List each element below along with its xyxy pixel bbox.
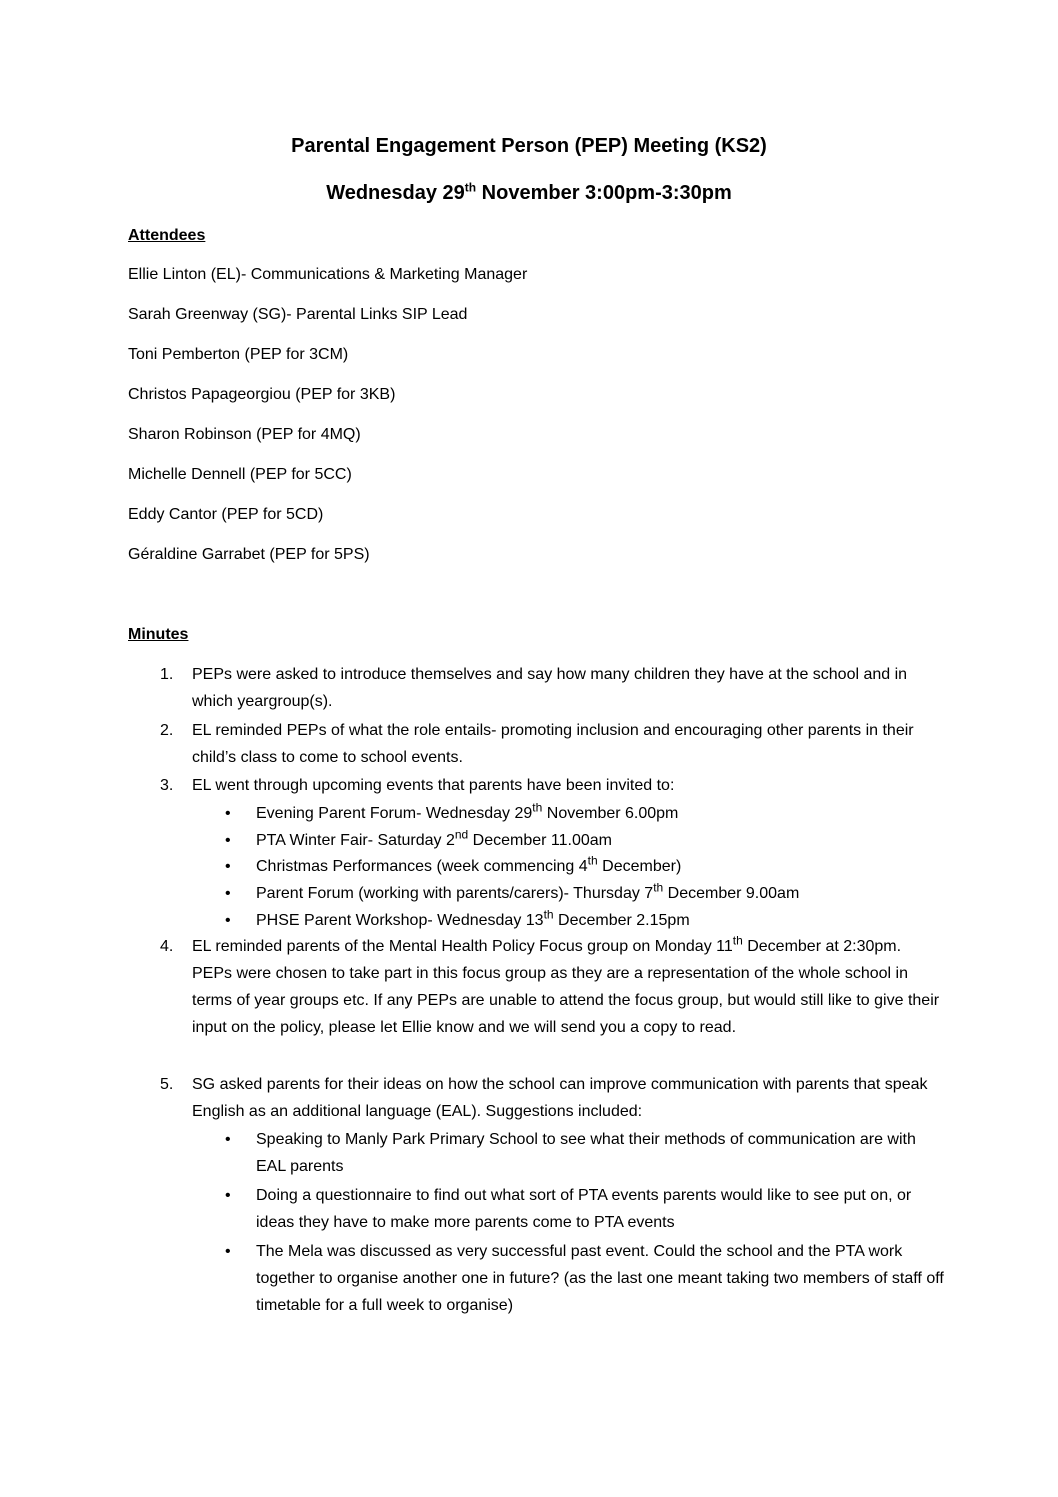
- minutes-item: [160, 772, 940, 799]
- suggestion-text: The Mela was discussed as very successful past event. Could the school and the PTA work together to organise another one in future? (as the last one meant taking two members of staff off timetable for a full week to organise): [256, 1243, 944, 1314]
- minutes-date-suffix: th: [732, 933, 743, 948]
- bullet-icon: •: [225, 912, 231, 929]
- event-text: December 2.15pm: [553, 912, 690, 929]
- event-date-suffix: th: [532, 800, 543, 815]
- event-date-suffix: nd: [454, 827, 469, 842]
- minutes-item-text: EL reminded PEPs of what the role entails- promoting inclusion and encouraging other parents in their child’s class to come to school events.: [192, 722, 914, 766]
- event-text: PTA Winter Fair- Saturday 2: [256, 832, 455, 849]
- minutes-item: [160, 717, 940, 771]
- suggestion-item: [225, 1238, 945, 1319]
- event-date-suffix: th: [543, 907, 554, 922]
- minutes-item-text: EL went through upcoming events that parents have been invited to:: [192, 777, 675, 794]
- minutes-item: [160, 661, 940, 715]
- event-text: December 9.00am: [663, 885, 800, 902]
- bullet-icon: •: [225, 805, 231, 822]
- event-text: Evening Parent Forum- Wednesday 29: [256, 805, 533, 822]
- document-title: Parental Engagement Person (PEP) Meeting (KS2): [291, 135, 767, 157]
- attendee-item: Géraldine Garrabet (PEP for 5PS): [128, 546, 370, 563]
- attendee-item: Toni Pemberton (PEP for 3CM): [128, 346, 349, 363]
- minutes-item: [160, 1071, 940, 1125]
- event-item: [225, 880, 945, 907]
- meeting-date: [0, 180, 1058, 206]
- attendees-heading: Attendees: [128, 227, 206, 244]
- event-date-suffix: th: [587, 853, 598, 868]
- minutes-heading: Minutes: [128, 626, 189, 643]
- event-text: Parent Forum (working with parents/carers)- Thursday 7: [256, 885, 654, 902]
- attendee-item: Eddy Cantor (PEP for 5CD): [128, 506, 324, 523]
- event-text: Christmas Performances (week commencing 4: [256, 858, 588, 875]
- attendee-item: Ellie Linton (EL)- Communications & Marketing Manager: [128, 266, 528, 283]
- event-item: [225, 853, 945, 880]
- minutes-item-text-part: December at 2:30pm. PEPs were chosen to take part in this focus group as they are a representation of the whole school in terms of year groups etc. If any PEPs are unable to attend the focus group, but would still like to give their input on the policy, please let Ellie know and we will send you a copy to read.: [192, 938, 940, 1036]
- minutes-item-text: [192, 933, 940, 1041]
- bullet-icon: •: [225, 885, 231, 902]
- event-text: December): [597, 858, 682, 875]
- attendee-item: Christos Papageorgiou (PEP for 3KB): [128, 386, 396, 403]
- minutes-item-number: 2.: [160, 722, 174, 739]
- minutes-item-text-part: EL reminded parents of the Mental Health Policy Focus group on Monday 11: [192, 938, 733, 955]
- minutes-item: [160, 933, 940, 1041]
- event-text: December 11.00am: [468, 832, 613, 849]
- event-text: November 6.00pm: [542, 805, 679, 822]
- bullet-icon: •: [225, 858, 231, 875]
- bullet-icon: •: [225, 1243, 231, 1260]
- meeting-date-time: November 3:00pm-3:30pm: [476, 182, 732, 204]
- meeting-date-text: Wednesday 29: [326, 182, 465, 204]
- bullet-icon: •: [225, 1187, 231, 1204]
- minutes-item-number: 3.: [160, 777, 174, 794]
- minutes-item-number: 5.: [160, 1076, 174, 1093]
- meeting-date-suffix: th: [464, 180, 477, 195]
- event-date-suffix: th: [653, 880, 664, 895]
- attendee-item: Sarah Greenway (SG)- Parental Links SIP Lead: [128, 306, 468, 323]
- event-item: [225, 827, 945, 854]
- suggestion-text: Doing a questionnaire to find out what sort of PTA events parents would like to see put on, or ideas they have to make more parents come to PTA events: [256, 1187, 912, 1231]
- bullet-icon: •: [225, 1131, 231, 1148]
- event-text: PHSE Parent Workshop- Wednesday 13: [256, 912, 544, 929]
- suggestion-item: [225, 1126, 945, 1180]
- minutes-item-text: SG asked parents for their ideas on how the school can improve communication with parents that speak English as an additional language (EAL). Suggestions included:: [192, 1076, 928, 1120]
- suggestion-text: Speaking to Manly Park Primary School to see what their methods of communication are with EAL parents: [256, 1131, 916, 1175]
- attendee-item: Sharon Robinson (PEP for 4MQ): [128, 426, 361, 443]
- attendee-item: Michelle Dennell (PEP for 5CC): [128, 466, 352, 483]
- event-item: [225, 907, 945, 934]
- event-item: [225, 800, 945, 827]
- minutes-item-text: PEPs were asked to introduce themselves and say how many children they have at the school and in which yeargroup(s).: [192, 666, 908, 710]
- suggestion-item: [225, 1182, 945, 1236]
- bullet-icon: •: [225, 832, 231, 849]
- minutes-item-number: 1.: [160, 666, 174, 683]
- minutes-item-number: 4.: [160, 938, 174, 955]
